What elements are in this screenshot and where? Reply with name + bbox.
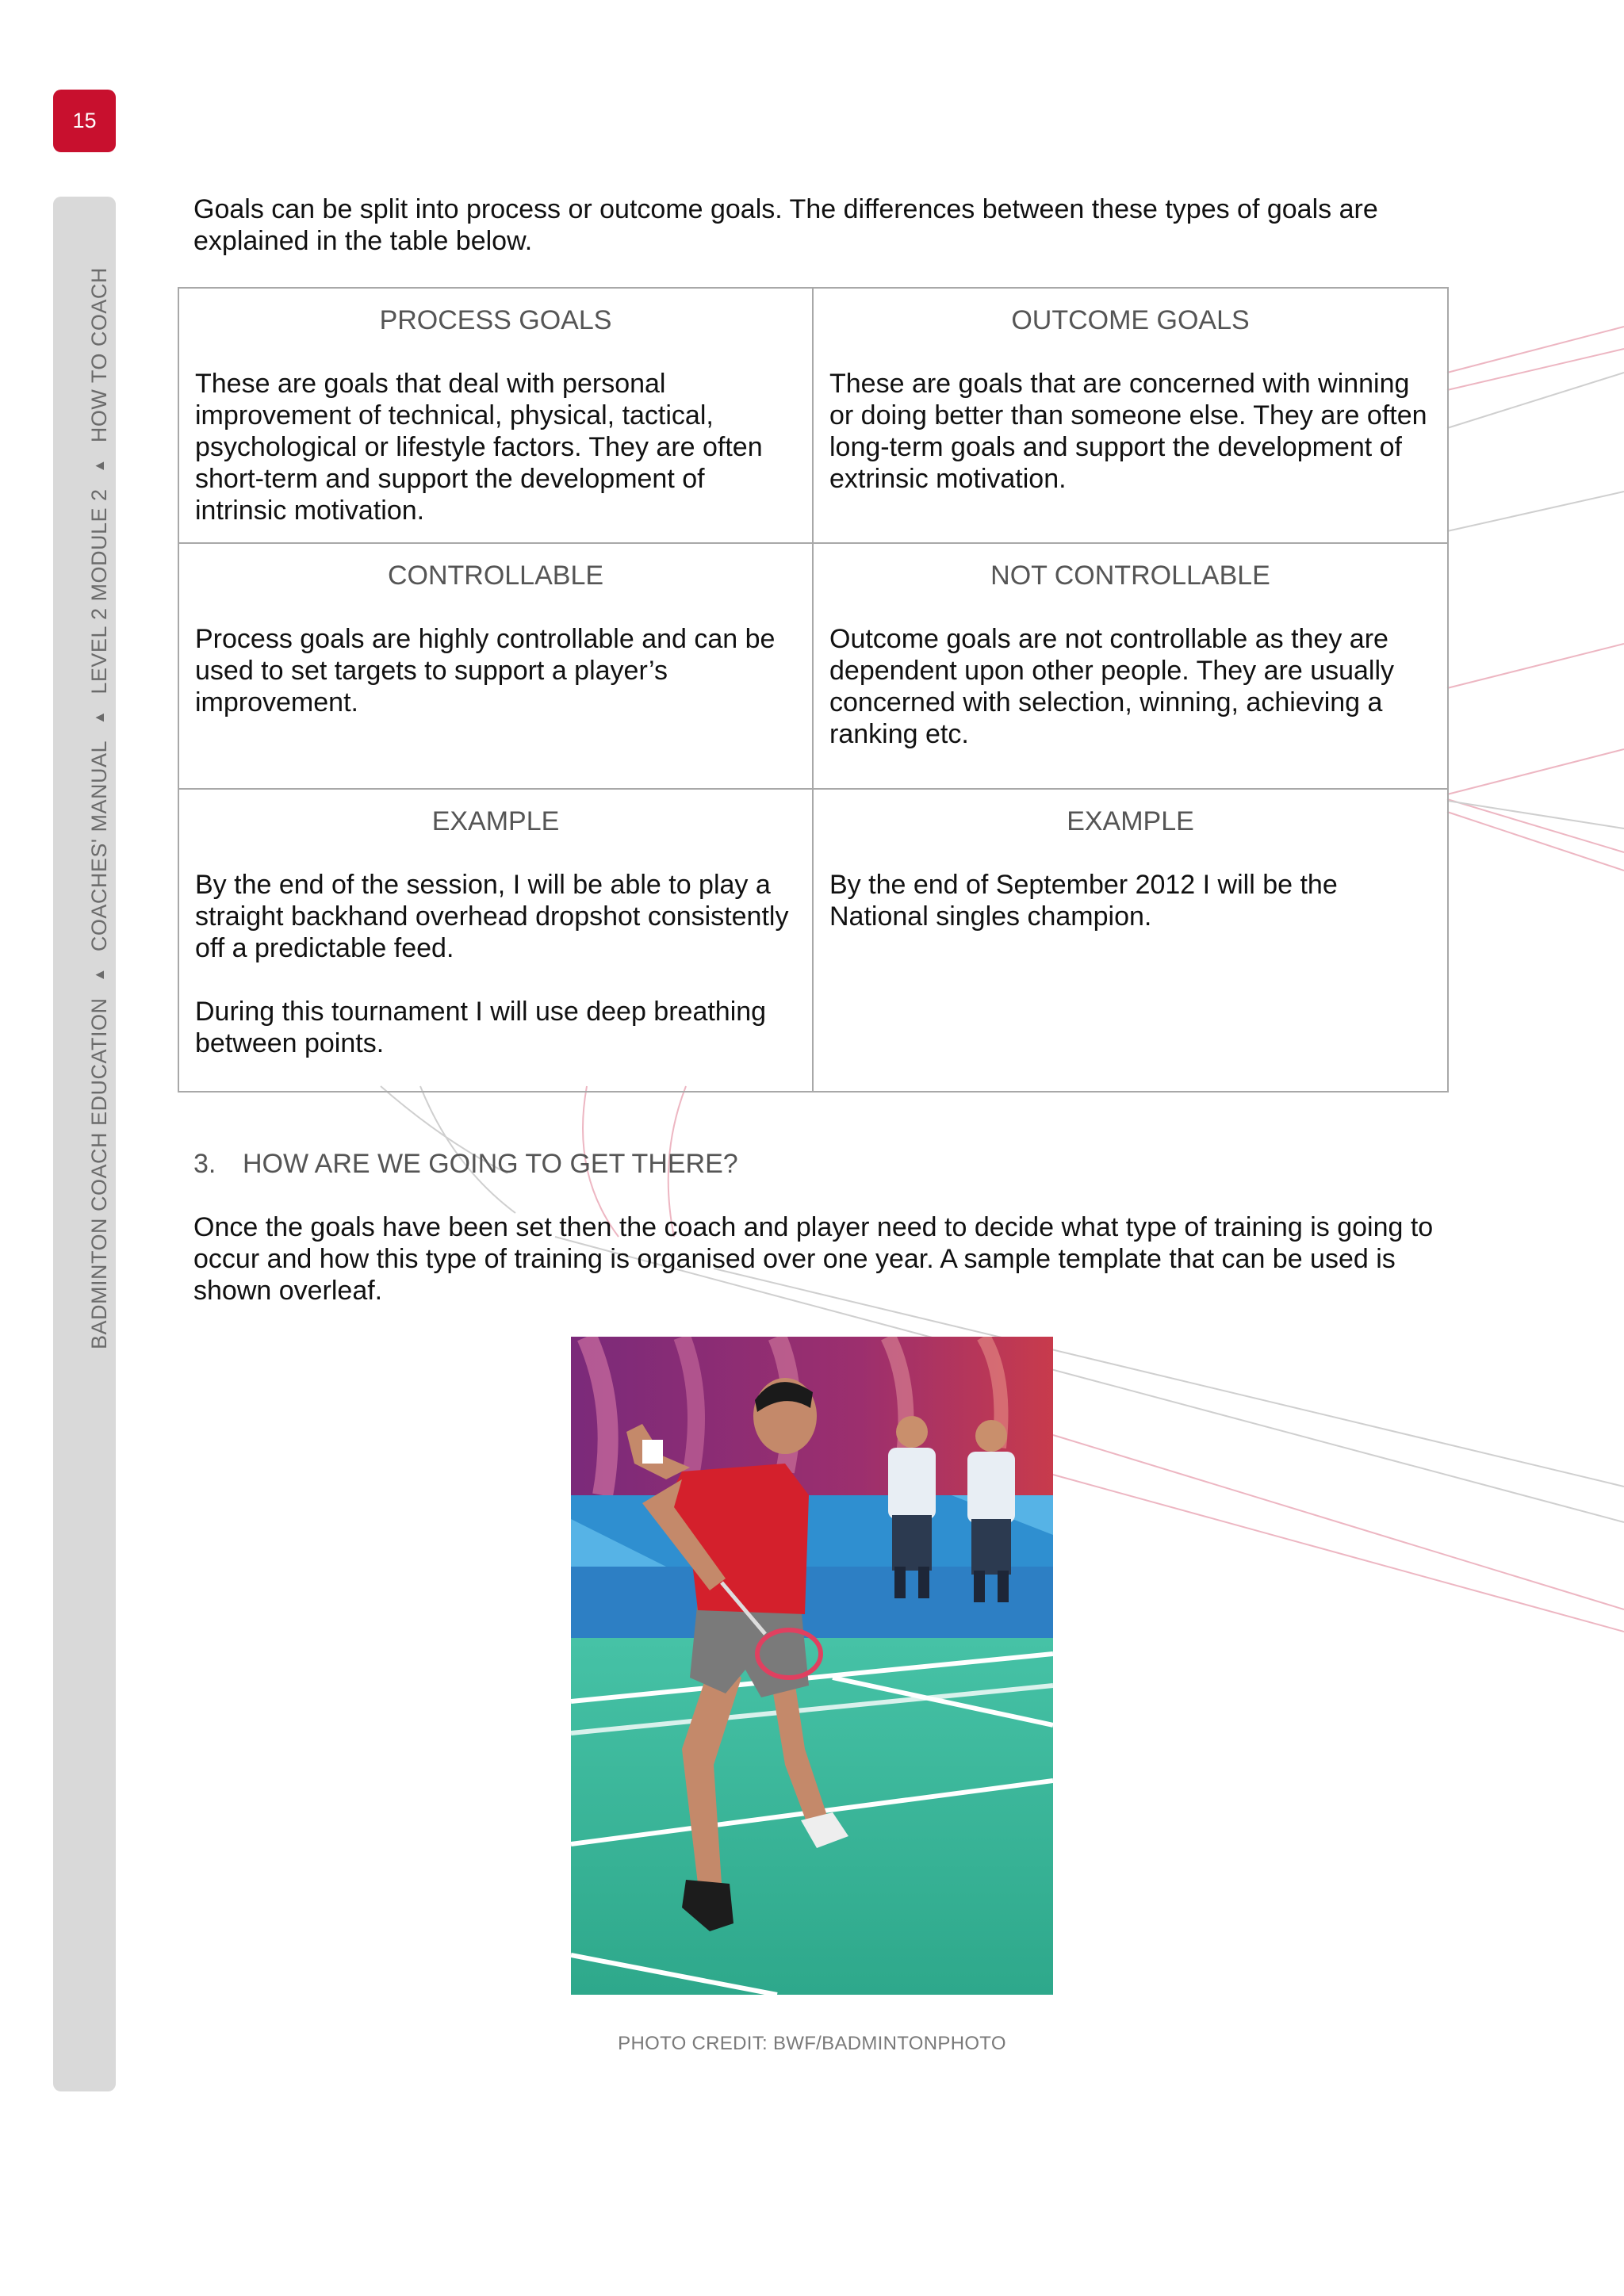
goals-comparison-table	[178, 287, 1449, 1093]
cell-heading: OUTCOME GOALS	[1011, 305, 1250, 335]
table-cell-process-example	[178, 789, 813, 1092]
cell-heading: EXAMPLE	[1067, 806, 1194, 836]
cell-text: By the end of September 2012 I will be the National singles champion.	[829, 870, 1338, 932]
cell-heading: CONTROLLABLE	[387, 561, 604, 591]
section-title: HOW ARE WE GOING TO GET THERE?	[243, 1149, 738, 1179]
table-cell-controllable	[178, 543, 813, 789]
section-paragraph: Once the goals have been set then the coach and player need to decide what type of training is going to occur and how this type of training is organised over one year. A sample template that can be used is shown overleaf.	[193, 1212, 1434, 1306]
sidebar-item-coaches-manual: COACHES' MANUAL	[87, 740, 111, 952]
cell-text: By the end of the session, I will be able to play a straight backhand overhead dropshot consistently off a predictable feed.	[195, 870, 789, 963]
sidebar-breadcrumb	[87, 267, 112, 1349]
table-cell-outcome-goals	[813, 288, 1448, 543]
page-number: 15	[72, 109, 97, 132]
cell-heading: NOT CONTROLLABLE	[990, 561, 1270, 591]
table-row	[178, 543, 1448, 789]
table-row	[178, 288, 1448, 543]
cell-heading: EXAMPLE	[431, 806, 560, 836]
cell-heading: PROCESS GOALS	[379, 305, 612, 335]
table-cell-outcome-example	[813, 789, 1448, 1092]
triangle-separator-icon: ▲	[91, 458, 107, 473]
badminton-player-photo	[571, 1337, 1053, 1995]
triangle-separator-icon: ▲	[91, 967, 107, 982]
sidebar-item-level-module: LEVEL 2 MODULE 2	[87, 488, 111, 695]
table-row	[178, 789, 1448, 1092]
sidebar-item-how-to-coach: HOW TO COACH	[87, 267, 111, 443]
cell-text: Outcome goals are not controllable as they are dependent upon other people. They are usually concerned with selection, winning, achieving a ranking etc.	[829, 624, 1395, 749]
table-cell-not-controllable	[813, 543, 1448, 789]
page-number-badge	[53, 90, 116, 152]
triangle-separator-icon: ▲	[91, 710, 107, 725]
section-number: 3.	[193, 1149, 216, 1179]
table-cell-process-goals	[178, 288, 813, 543]
section-heading	[193, 1148, 738, 1180]
cell-text: These are goals that are concerned with winning or doing better than someone else. They are often long-term goals and support the development of extrinsic motivation.	[829, 369, 1427, 494]
photo-credit: PHOTO CREDIT: BWF/BADMINTONPHOTO	[618, 2033, 1006, 2054]
sidebar-item-coach-education: BADMINTON COACH EDUCATION	[87, 997, 111, 1349]
cell-text: Process goals are highly controllable and can be used to set targets to support a player’s improvement.	[195, 624, 776, 718]
cell-text: During this tournament I will use deep breathing between points.	[195, 997, 767, 1058]
intro-paragraph: Goals can be split into process or outcome goals. The differences between these types of goals are explained in the table below.	[193, 194, 1378, 256]
cell-text: These are goals that deal with personal improvement of technical, physical, tactical, psychological or lifestyle factors. They are often short-term and support the development of intrinsic motivation.	[195, 369, 763, 526]
